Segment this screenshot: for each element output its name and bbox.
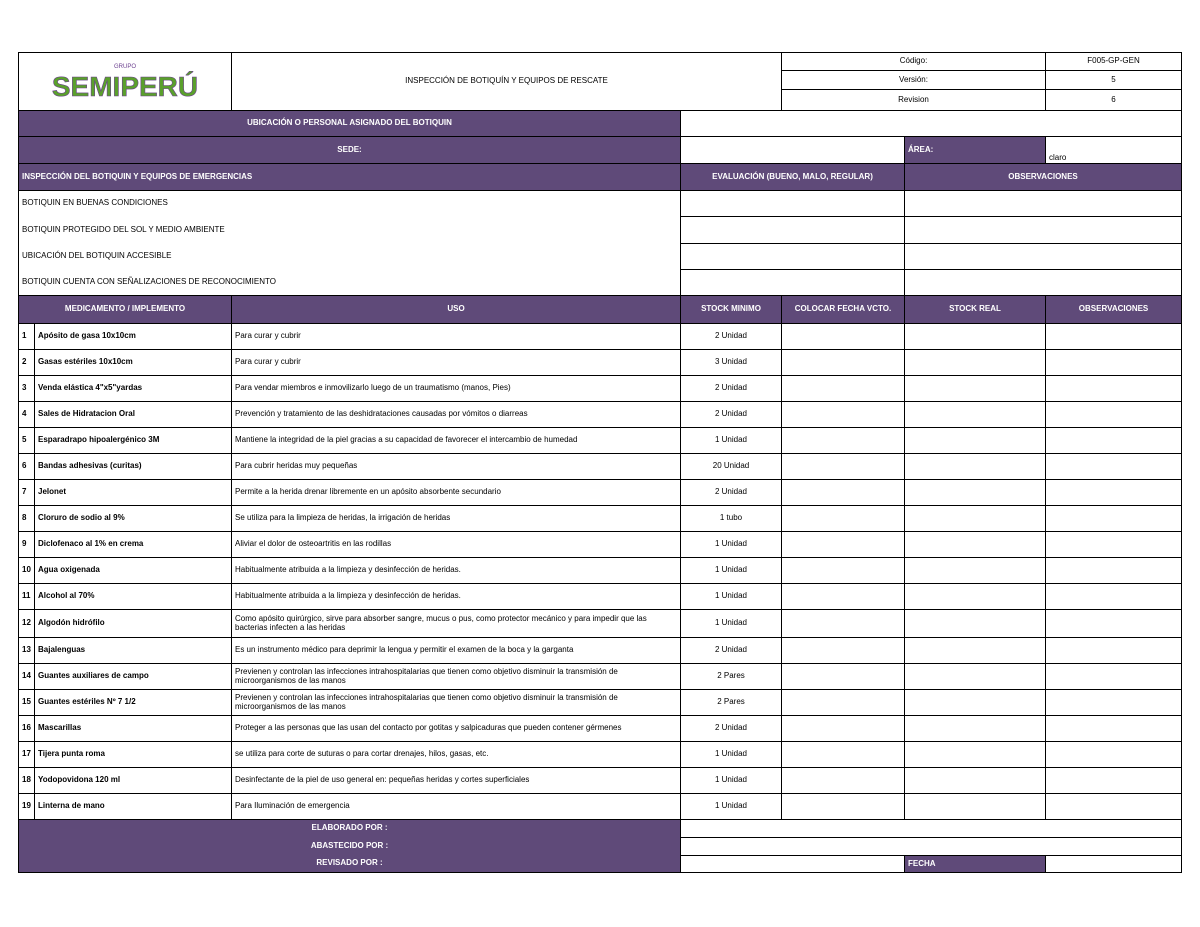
real-stock-input[interactable] [905,794,1046,820]
table-row [19,584,1182,610]
item-use: Para vendar miembros e inmovilizarlo luego de un traumatismo (manos, Pies) [232,376,681,402]
item-number: 18 [19,768,35,794]
expiry-date-input[interactable] [782,532,905,558]
observation-input[interactable] [1046,428,1182,454]
logo-small-text: GRUPO [113,64,137,71]
table-row [19,664,1182,690]
observation-input[interactable] [1046,664,1182,690]
item-number: 11 [19,584,35,610]
item-name: Esparadrapo hipoalergénico 3M [35,428,232,454]
supplied-by-input[interactable] [681,838,1182,856]
item-name: Algodón hidrófilo [35,610,232,638]
evaluation-input[interactable] [681,191,905,217]
item-number: 19 [19,794,35,820]
item-use: Prevención y tratamiento de las deshidrataciones causadas por vómitos o diarreas [232,402,681,428]
reviewed-by-label: REVISADO POR : [19,856,681,873]
assigned-label: UBICACIÓN O PERSONAL ASIGNADO DEL BOTIQUIN [19,111,681,137]
inspection-header: INSPECCIÓN DEL BOTIQUIN Y EQUIPOS DE EMERGENCIAS [19,164,681,191]
table-row [19,638,1182,664]
item-min-stock: 2 Unidad [681,480,782,506]
elaborated-by-input[interactable] [681,820,1182,838]
item-min-stock: 1 Unidad [681,428,782,454]
item-number: 6 [19,454,35,480]
item-min-stock: 1 Unidad [681,610,782,638]
expiry-date-input[interactable] [782,716,905,742]
meta-value-version: 5 [1046,71,1182,90]
table-row [19,402,1182,428]
item-use: Para curar y cubrir [232,324,681,350]
item-number: 14 [19,664,35,690]
observation-input[interactable] [1046,716,1182,742]
expiry-date-input[interactable] [782,742,905,768]
company-logo [50,58,200,102]
table-row [19,716,1182,742]
item-number: 5 [19,428,35,454]
meta-label-version: Versión: [782,71,1046,90]
expiry-date-input[interactable] [782,376,905,402]
col-header-min-stock: STOCK MINIMO [681,296,782,324]
supplied-by-label: ABASTECIDO POR : [19,838,681,856]
item-min-stock: 1 Unidad [681,794,782,820]
item-min-stock: 1 Unidad [681,584,782,610]
item-use: Proteger a las personas que las usan del contacto por gotitas y salpicaduras que pueden contener gérmenes [232,716,681,742]
item-number: 17 [19,742,35,768]
item-name: Apósito de gasa 10x10cm [35,324,232,350]
item-number: 9 [19,532,35,558]
meta-value-revision: 6 [1046,90,1182,111]
inspection-sheet [18,52,1182,873]
col-header-expiry: COLOCAR FECHA VCTO. [782,296,905,324]
item-min-stock: 1 Unidad [681,768,782,794]
col-header-use: USO [232,296,681,324]
observation-input[interactable] [1046,532,1182,558]
observation-input[interactable] [1046,610,1182,638]
table-row [19,350,1182,376]
meta-label-revision: Revision [782,90,1046,111]
area-label: ÁREA: [905,137,1046,164]
item-min-stock: 1 Unidad [681,742,782,768]
observation-input[interactable] [1046,324,1182,350]
item-min-stock: 2 Unidad [681,638,782,664]
table-row [19,532,1182,558]
item-min-stock: 2 Pares [681,664,782,690]
item-number: 3 [19,376,35,402]
real-stock-input[interactable] [905,768,1046,794]
item-number: 15 [19,690,35,716]
item-name: Guantes estériles Nº 7 1/2 [35,690,232,716]
table-row [19,454,1182,480]
item-use: se utiliza para corte de suturas o para cortar drenajes, hilos, gasas, etc. [232,742,681,768]
inspection-item: BOTIQUIN CUENTA CON SEÑALIZACIONES DE RECONOCIMIENTO [19,270,681,296]
expiry-date-input[interactable] [782,402,905,428]
col-header-observations: OBSERVACIONES [1046,296,1182,324]
expiry-date-input[interactable] [782,506,905,532]
item-use: Para Iluminación de emergencia [232,794,681,820]
item-number: 16 [19,716,35,742]
expiry-date-input[interactable] [782,690,905,716]
table-row [19,324,1182,350]
item-use: Para cubrir heridas muy pequeñas [232,454,681,480]
reviewed-by-input[interactable] [681,856,905,873]
item-name: Gasas estériles 10x10cm [35,350,232,376]
inspection-item: BOTIQUIN PROTEGIDO DEL SOL Y MEDIO AMBIENTE [19,217,681,244]
item-name: Sales de Hidratacion Oral [35,402,232,428]
item-use: Mantiene la integridad de la piel gracias a su capacidad de favorecer el intercambio de humedad [232,428,681,454]
medicine-rows [19,324,1182,820]
expiry-date-input[interactable] [782,480,905,506]
observation-input[interactable] [1046,584,1182,610]
item-number: 4 [19,402,35,428]
item-use: Se utiliza para la limpieza de heridas, la irrigación de heridas [232,506,681,532]
inspection-row [19,191,1182,217]
real-stock-input[interactable] [905,638,1046,664]
item-use: Habitualmente atribuida a la limpieza y desinfección de heridas. [232,584,681,610]
col-header-real-stock: STOCK REAL [905,296,1046,324]
real-stock-input[interactable] [905,742,1046,768]
item-use: Desinfectante de la piel de uso general en: pequeñas heridas y cortes superficiales [232,768,681,794]
evaluation-input[interactable] [681,270,905,296]
observation-input[interactable] [1046,402,1182,428]
item-name: Agua oxigenada [35,558,232,584]
item-number: 12 [19,610,35,638]
real-stock-input[interactable] [905,716,1046,742]
item-min-stock: 1 Unidad [681,558,782,584]
item-use: Como apósito quirúrgico, sirve para absorber sangre, mucus o pus, como protector mecánico y para impedir que las bacterias infecten a las heridas [232,610,681,638]
col-header-medicine: MEDICAMENTO / IMPLEMENTO [19,296,232,324]
observation-input[interactable] [905,244,1182,270]
inspection-item: BOTIQUIN EN BUENAS CONDICIONES [19,191,681,217]
evaluation-header: EVALUACIÓN (BUENO, MALO, REGULAR) [681,164,905,191]
item-number: 13 [19,638,35,664]
item-min-stock: 2 Unidad [681,376,782,402]
table-row [19,480,1182,506]
item-min-stock: 1 Unidad [681,532,782,558]
item-number: 10 [19,558,35,584]
table-row [19,742,1182,768]
item-use: Es un instrumento médico para deprimir la lengua y permitir el examen de la boca y la garganta [232,638,681,664]
expiry-date-input[interactable] [782,638,905,664]
expiry-date-input[interactable] [782,428,905,454]
sede-label: SEDE: [19,137,681,164]
table-row [19,794,1182,820]
real-stock-input[interactable] [905,610,1046,638]
item-name: Cloruro de sodio al 9% [35,506,232,532]
sede-input[interactable] [681,137,905,164]
observation-input[interactable] [1046,454,1182,480]
expiry-date-input[interactable] [782,768,905,794]
expiry-date-input[interactable] [782,610,905,638]
table-row [19,376,1182,402]
logo-cell [19,53,232,111]
observation-input[interactable] [1046,376,1182,402]
item-min-stock: 2 Unidad [681,324,782,350]
item-use: Para curar y cubrir [232,350,681,376]
real-stock-input[interactable] [905,664,1046,690]
meta-value-code: F005-GP-GEN [1046,53,1182,71]
observation-input[interactable] [905,217,1182,244]
real-stock-input[interactable] [905,558,1046,584]
expiry-date-input[interactable] [782,794,905,820]
item-number: 7 [19,480,35,506]
item-use: Permite a la herida drenar libremente en un apósito absorbente secundario [232,480,681,506]
item-min-stock: 2 Unidad [681,402,782,428]
expiry-date-input[interactable] [782,558,905,584]
observation-input[interactable] [1046,350,1182,376]
item-name: Jelonet [35,480,232,506]
item-name: Bandas adhesivas (curitas) [35,454,232,480]
real-stock-input[interactable] [905,324,1046,350]
logo-text: SEMIPERÚ [51,71,199,103]
observation-input[interactable] [1046,506,1182,532]
item-use: Previenen y controlan las infecciones intrahospitalarias que tienen como objetivo disminuir la transmisión de microorganismos de las manos [232,664,681,690]
real-stock-input[interactable] [905,350,1046,376]
item-min-stock: 2 Pares [681,690,782,716]
evaluation-input[interactable] [681,217,905,244]
assigned-input[interactable] [681,111,1182,137]
observation-input[interactable] [1046,794,1182,820]
observation-input[interactable] [1046,638,1182,664]
date-label: FECHA [905,856,1046,873]
inspection-row [19,217,1182,244]
elaborated-by-label: ELABORADO POR : [19,820,681,838]
table-row [19,558,1182,584]
table-row [19,506,1182,532]
page-title: INSPECCIÓN DE BOTIQUÍN Y EQUIPOS DE RESCATE [232,53,782,111]
item-name: Venda elástica 4"x5"yardas [35,376,232,402]
item-min-stock: 20 Unidad [681,454,782,480]
item-name: Guantes auxiliares de campo [35,664,232,690]
real-stock-input[interactable] [905,376,1046,402]
item-number: 2 [19,350,35,376]
item-name: Yodopovidona 120 ml [35,768,232,794]
expiry-date-input[interactable] [782,324,905,350]
item-name: Diclofenaco al 1% en crema [35,532,232,558]
real-stock-input[interactable] [905,532,1046,558]
expiry-date-input[interactable] [782,584,905,610]
expiry-date-input[interactable] [782,350,905,376]
real-stock-input[interactable] [905,584,1046,610]
evaluation-input[interactable] [681,244,905,270]
item-use: Habitualmente atribuida a la limpieza y desinfección de heridas. [232,558,681,584]
observations-header: OBSERVACIONES [905,164,1182,191]
item-name: Mascarillas [35,716,232,742]
item-min-stock: 3 Unidad [681,350,782,376]
item-name: Linterna de mano [35,794,232,820]
date-input[interactable] [1046,856,1182,873]
item-name: Alcohol al 70% [35,584,232,610]
observation-input[interactable] [1046,690,1182,716]
item-min-stock: 2 Unidad [681,716,782,742]
real-stock-input[interactable] [905,454,1046,480]
table-row [19,610,1182,638]
expiry-date-input[interactable] [782,664,905,690]
item-use: Previenen y controlan las infecciones intrahospitalarias que tienen como objetivo disminuir la transmisión de microorganismos de las manos [232,690,681,716]
real-stock-input[interactable] [905,506,1046,532]
inspection-row [19,244,1182,270]
observation-input[interactable] [1046,480,1182,506]
expiry-date-input[interactable] [782,454,905,480]
item-number: 1 [19,324,35,350]
area-input[interactable]: claro [1046,137,1182,164]
inspection-row [19,270,1182,296]
item-name: Tijera punta roma [35,742,232,768]
item-use: Aliviar el dolor de osteoartritis en las rodillas [232,532,681,558]
table-row [19,768,1182,794]
real-stock-input[interactable] [905,690,1046,716]
inspection-item: UBICACIÓN DEL BOTIQUIN ACCESIBLE [19,244,681,270]
item-name: Bajalenguas [35,638,232,664]
real-stock-input[interactable] [905,480,1046,506]
observation-input[interactable] [1046,558,1182,584]
table-row [19,690,1182,716]
meta-label-code: Código: [782,53,1046,71]
observation-input[interactable] [1046,742,1182,768]
real-stock-input[interactable] [905,402,1046,428]
item-min-stock: 1 tubo [681,506,782,532]
observation-input[interactable] [1046,768,1182,794]
item-number: 8 [19,506,35,532]
observation-input[interactable] [905,191,1182,217]
table-row [19,428,1182,454]
observation-input[interactable] [905,270,1182,296]
real-stock-input[interactable] [905,428,1046,454]
